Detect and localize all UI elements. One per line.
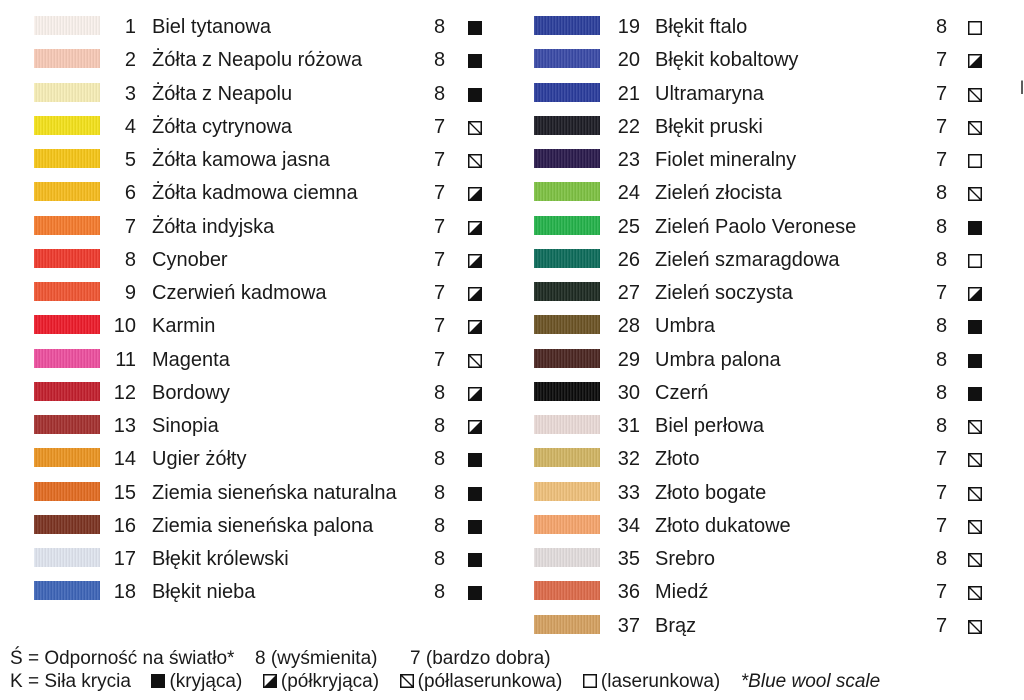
semi-opaque-coverage-icon: [968, 287, 982, 301]
color-swatch: [34, 149, 100, 168]
coverage-legend: [10, 670, 880, 694]
lightfastness-legend-label: Ś = Odporność na światło*: [10, 648, 235, 669]
color-name: Zieleń Paolo Veronese: [655, 215, 857, 238]
lightfastness-value: 7: [936, 282, 948, 304]
color-swatch: [534, 49, 600, 68]
legend-opaque-label: (kryjąca): [169, 671, 243, 692]
semi-opaque-coverage-icon: [468, 320, 482, 334]
color-name: Błękit kobaltowy: [655, 49, 799, 72]
lightfastness-value: 8: [434, 49, 446, 72]
semi-transparent-coverage-icon: [968, 88, 982, 102]
lightfastness-value: 7: [936, 115, 948, 138]
legend-transparent-label: (laserunkowa): [600, 671, 721, 692]
semi-transparent-coverage-icon: [968, 187, 982, 201]
lightfastness-value: 8: [434, 581, 446, 604]
color-swatch: [34, 83, 100, 102]
semi-transparent-coverage-icon: [968, 420, 982, 434]
color-swatch: [534, 515, 600, 534]
color-number: 17: [113, 548, 136, 570]
color-swatch: [534, 581, 600, 600]
lightfastness-value: 8: [936, 381, 948, 404]
color-number: 26: [617, 248, 640, 271]
lightfastness-value: 7: [434, 215, 446, 238]
color-number: 21: [617, 82, 640, 105]
color-swatch: [534, 83, 600, 102]
opaque-coverage-icon: [468, 21, 482, 35]
color-name: Srebro: [655, 548, 716, 570]
lightfastness-value: 8: [936, 248, 948, 271]
color-swatch: [34, 282, 100, 301]
lightfastness-value: 8: [936, 182, 948, 205]
color-number: 6: [124, 182, 136, 205]
semi-opaque-coverage-icon: [968, 54, 982, 68]
color-name: Błękit nieba: [152, 581, 256, 604]
color-number: 23: [617, 149, 640, 171]
lightfastness-value: 7: [936, 581, 948, 604]
semi-transparent-coverage-icon: [968, 586, 982, 600]
lightfastness-value: 7: [936, 149, 948, 171]
lightfastness-value: 7: [434, 348, 446, 371]
opaque-coverage-icon: [468, 553, 482, 567]
color-swatch: [34, 216, 100, 235]
semi-opaque-coverage-icon: [468, 254, 482, 268]
color-name: Umbra: [655, 315, 716, 338]
lightfastness-value: 8: [936, 315, 948, 338]
color-name: Błękit królewski: [152, 548, 289, 570]
lightfastness-value: 7: [936, 448, 948, 471]
color-name: Biel tytanowa: [152, 16, 271, 38]
lightfastness-value: 8: [936, 548, 948, 570]
opaque-coverage-icon: [468, 520, 482, 534]
color-swatch: [534, 116, 600, 135]
lightfastness-value: 7: [936, 49, 948, 72]
opaque-coverage-icon: [468, 453, 482, 467]
lightfastness-value: 7: [434, 282, 446, 304]
opaque-coverage-icon: [468, 88, 482, 102]
color-swatch: [34, 49, 100, 68]
color-swatch: [534, 448, 600, 467]
color-number: 9: [124, 282, 136, 304]
color-swatch: [34, 482, 100, 501]
color-name: Brąz: [655, 614, 697, 637]
color-name: Zieleń soczysta: [655, 282, 793, 304]
color-number: 37: [617, 614, 640, 637]
color-name: Ziemia sieneńska naturalna: [152, 481, 397, 504]
color-swatch: [34, 349, 100, 368]
lightfastness-value: 8: [434, 82, 446, 105]
color-swatch: [534, 382, 600, 401]
color-name: Błękit ftalo: [655, 16, 748, 38]
lightfastness-value: 8: [434, 381, 446, 404]
color-name: Żółta indyjska: [152, 215, 275, 238]
transparent-icon: [583, 671, 597, 685]
lightfastness-value: 7: [434, 149, 446, 171]
lightfastness-value: 8: [434, 514, 446, 537]
color-number: 5: [124, 149, 136, 171]
color-name: Złoto dukatowe: [655, 514, 791, 537]
opaque-coverage-icon: [468, 487, 482, 501]
color-number: 2: [124, 49, 136, 72]
color-number: 7: [124, 215, 136, 238]
semi-transparent-icon: [400, 671, 414, 685]
lightfastness-value: 8: [434, 16, 446, 38]
semi-transparent-coverage-icon: [968, 121, 982, 135]
color-swatch: [34, 448, 100, 467]
color-swatch: [534, 615, 600, 634]
color-number: 1: [124, 16, 136, 38]
semi-transparent-coverage-icon: [468, 354, 482, 368]
opaque-coverage-icon: [468, 586, 482, 600]
color-number: 10: [113, 315, 136, 338]
transparent-coverage-icon: [968, 254, 982, 268]
semi-transparent-coverage-icon: [968, 487, 982, 501]
semi-opaque-icon: [263, 671, 277, 685]
lightfastness-value: 8: [434, 415, 446, 437]
color-swatch: [534, 249, 600, 268]
color-name: Błękit pruski: [655, 115, 763, 138]
lightfastness-7-label: 7 (bardzo dobra): [410, 648, 551, 669]
color-swatch: [534, 482, 600, 501]
transparent-coverage-icon: [968, 154, 982, 168]
lightfastness-8-label: 8 (wyśmienita): [255, 648, 378, 669]
color-number: 30: [617, 381, 640, 404]
lightfastness-value: 8: [936, 348, 948, 371]
lightfastness-value: 7: [936, 614, 948, 637]
color-name: Ugier żółty: [152, 448, 247, 471]
color-number: 15: [113, 481, 136, 504]
color-name: Zieleń złocista: [655, 182, 782, 205]
color-name: Sinopia: [152, 415, 219, 437]
color-name: Magenta: [152, 348, 230, 371]
color-number: 32: [617, 448, 640, 471]
color-number: 16: [113, 514, 136, 537]
color-swatch: [534, 182, 600, 201]
color-name: Złoto bogate: [655, 481, 767, 504]
lightfastness-value: 8: [434, 481, 446, 504]
semi-transparent-coverage-icon: [468, 121, 482, 135]
opaque-coverage-icon: [468, 54, 482, 68]
color-number: 3: [124, 82, 136, 105]
color-number: 24: [617, 182, 640, 205]
color-number: 18: [113, 581, 136, 604]
semi-transparent-coverage-icon: [968, 520, 982, 534]
semi-transparent-coverage-icon: [968, 553, 982, 567]
lightfastness-value: 7: [936, 82, 948, 105]
opaque-coverage-icon: [968, 320, 982, 334]
color-name: Bordowy: [152, 381, 230, 404]
semi-transparent-coverage-icon: [968, 453, 982, 467]
color-swatch: [34, 515, 100, 534]
color-name: Żółta z Neapolu różowa: [152, 49, 363, 72]
lightfastness-value: 7: [434, 248, 446, 271]
color-swatch: [34, 182, 100, 201]
lightfastness-value: 7: [936, 514, 948, 537]
color-name: Miedź: [655, 581, 709, 604]
color-swatch: [34, 548, 100, 567]
color-swatch: [534, 16, 600, 35]
color-name: Cynober: [152, 248, 228, 271]
color-number: 19: [617, 16, 640, 38]
color-name: Ultramaryna: [655, 82, 764, 105]
lightfastness-value: 7: [434, 115, 446, 138]
color-swatch: [534, 349, 600, 368]
lightfastness-value: 8: [936, 215, 948, 238]
opaque-coverage-icon: [968, 387, 982, 401]
color-swatch: [534, 216, 600, 235]
color-name: Karmin: [152, 315, 216, 338]
lightfastness-value: 8: [434, 548, 446, 570]
color-swatch: [34, 581, 100, 600]
color-name: Czerwień kadmowa: [152, 282, 327, 304]
color-name: Biel perłowa: [655, 415, 764, 437]
opaque-coverage-icon: [968, 354, 982, 368]
color-name: Fiolet mineralny: [655, 149, 797, 171]
color-number: 33: [617, 481, 640, 504]
color-swatch: [34, 382, 100, 401]
legend-transparent: [583, 670, 720, 694]
color-number: 22: [617, 115, 640, 138]
color-name: Umbra palona: [655, 348, 781, 371]
color-number: 29: [617, 348, 640, 371]
color-number: 35: [617, 548, 640, 570]
semi-transparent-coverage-icon: [468, 154, 482, 168]
color-number: 20: [617, 49, 640, 72]
color-name: Żółta kamowa jasna: [152, 149, 330, 171]
color-number: 12: [113, 381, 136, 404]
lightfastness-value: 8: [936, 16, 948, 38]
edge-mark: l: [1020, 78, 1024, 98]
color-swatch: [534, 415, 600, 434]
color-swatch: [534, 315, 600, 334]
color-number: 25: [617, 215, 640, 238]
semi-opaque-coverage-icon: [468, 221, 482, 235]
color-swatch: [34, 116, 100, 135]
color-number: 11: [115, 348, 136, 371]
color-name: Żółta cytrynowa: [152, 115, 293, 138]
lightfastness-value: 8: [936, 415, 948, 437]
semi-opaque-coverage-icon: [468, 287, 482, 301]
color-name: Żółta kadmowa ciemna: [152, 182, 358, 205]
lightfastness-value: 8: [434, 448, 446, 471]
color-number: 34: [617, 514, 640, 537]
color-number: 14: [113, 448, 136, 471]
blue-wool-note: *Blue wool scale: [740, 671, 881, 692]
lightfastness-value: 7: [434, 182, 446, 205]
color-number: 31: [617, 415, 640, 437]
color-number: 36: [617, 581, 640, 604]
color-number: 28: [617, 315, 640, 338]
semi-transparent-coverage-icon: [968, 620, 982, 634]
color-name: Zieleń szmaragdowa: [655, 248, 840, 271]
semi-opaque-coverage-icon: [468, 187, 482, 201]
color-name: Ziemia sieneńska palona: [152, 514, 374, 537]
color-number: 27: [617, 282, 640, 304]
lightfastness-value: 7: [434, 315, 446, 338]
legend-semi-transparent-label: (półlaserunkowa): [417, 671, 563, 692]
color-swatch: [534, 149, 600, 168]
lightfastness-value: 7: [936, 481, 948, 504]
semi-opaque-coverage-icon: [468, 420, 482, 434]
opaque-icon: [151, 671, 165, 685]
color-number: 8: [124, 248, 136, 271]
color-swatch: [34, 16, 100, 35]
color-name: Żółta z Neapolu: [152, 82, 293, 105]
color-number: 13: [113, 415, 136, 437]
color-name: Złoto: [655, 448, 700, 471]
legend-opaque: [151, 670, 242, 694]
color-swatch: [34, 415, 100, 434]
opaque-coverage-icon: [968, 221, 982, 235]
semi-opaque-coverage-icon: [468, 387, 482, 401]
legend-semi-opaque: [263, 670, 379, 694]
legend-semi-opaque-label: (półkryjąca): [280, 671, 380, 692]
color-number: 4: [124, 115, 136, 138]
color-swatch: [534, 548, 600, 567]
transparent-coverage-icon: [968, 21, 982, 35]
color-name: Czerń: [655, 381, 709, 404]
color-swatch: [34, 249, 100, 268]
coverage-legend-label: K = Siła krycia: [10, 671, 131, 692]
legend-semi-transparent: [400, 670, 563, 694]
color-swatch: [34, 315, 100, 334]
lightfastness-legend: [10, 647, 551, 671]
color-swatch: [534, 282, 600, 301]
